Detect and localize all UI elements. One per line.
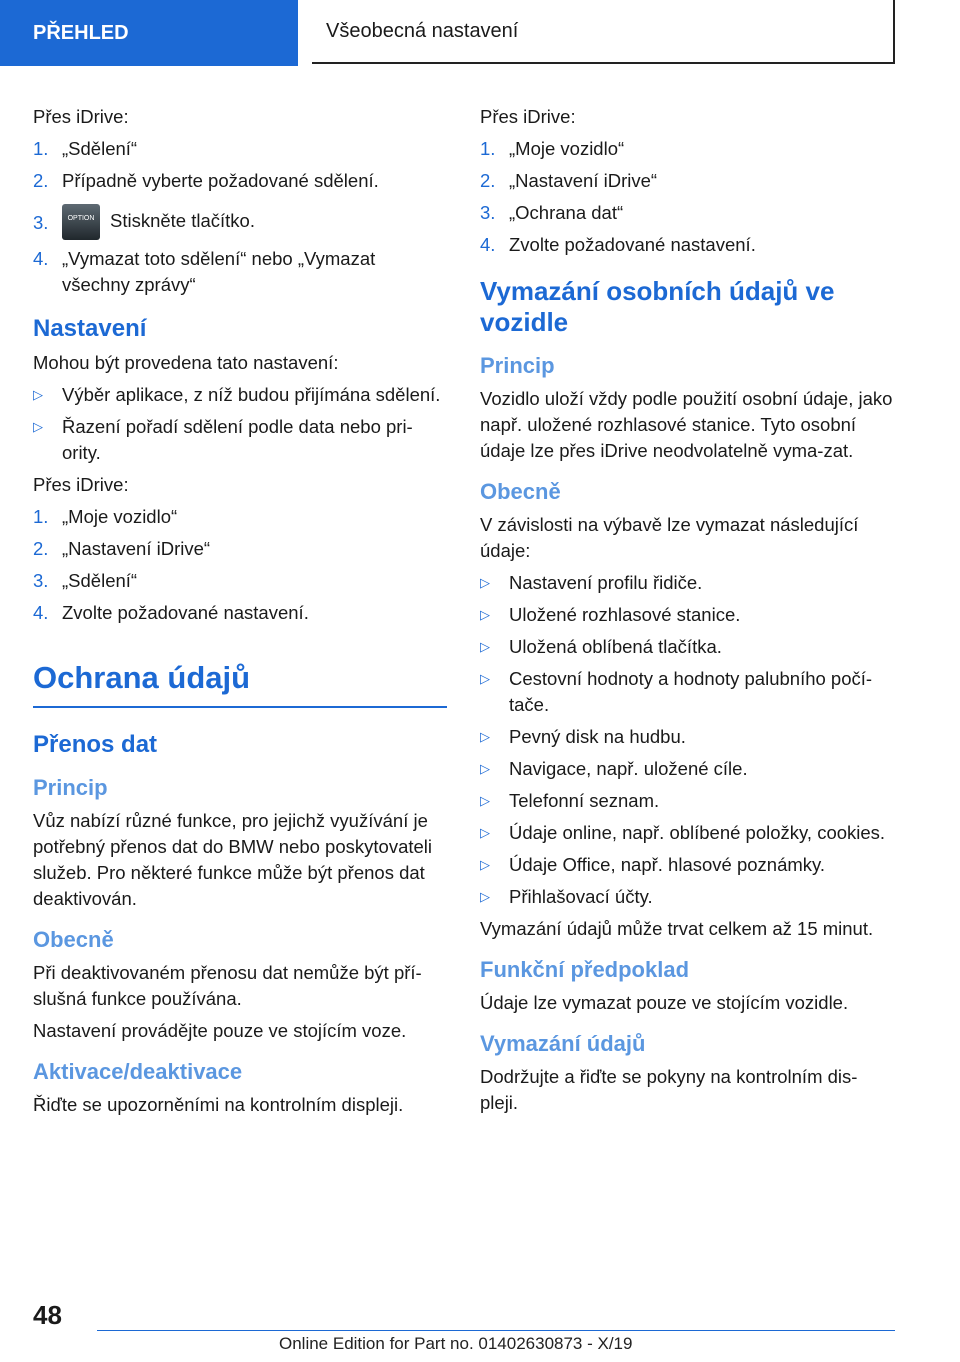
list-item: 3. OPTION Stiskněte tlačítko. [33, 204, 447, 240]
triangle-bullet-icon: ▷ [480, 825, 490, 840]
chapter-title: Všeobecná nastavení [312, 0, 895, 64]
list-item: ▷ Uložené rozhlasové stanice. [480, 602, 895, 628]
triangle-bullet-icon: ▷ [480, 761, 490, 776]
footer-divider [97, 1330, 895, 1331]
section-heading-nastaveni: Nastavení [33, 315, 147, 342]
list-item: 4. Zvolte požadované nastavení. [480, 234, 756, 255]
list-item: ▷ Navigace, např. uložené cíle. [480, 756, 895, 782]
subheading-aktivace: Aktivace/deaktivace [33, 1059, 243, 1084]
paragraph: Dodržujte a řiďte se pokyny na kontrolním dis-pleji. [480, 1066, 858, 1113]
list-item: 3. „Sdělení“ [33, 570, 138, 591]
list-item: ▷ Nastavení profilu řidiče. [480, 570, 895, 596]
paragraph: Údaje lze vymazat pouze ve stojícím vozidle. [480, 992, 849, 1013]
list-item: 2. „Nastavení iDrive“ [480, 170, 658, 191]
section-heading-prenos: Přenos dat [33, 731, 158, 758]
edition-footer: Online Edition for Part no. 01402630873 - X/19 [279, 1334, 633, 1353]
triangle-bullet-icon: ▷ [480, 639, 490, 654]
list-item: ▷ Telefonní seznam. [480, 788, 895, 814]
list-item: 1. „Moje vozidlo“ [480, 138, 625, 159]
page-number: 48 [33, 1300, 62, 1330]
triangle-bullet-icon: ▷ [480, 793, 490, 808]
left-column [33, 104, 447, 1124]
subheading-obecne: Obecně [33, 927, 114, 952]
triangle-bullet-icon: ▷ [480, 575, 490, 590]
list-item: 4. Zvolte požadované nastavení. [33, 602, 309, 623]
list-item: ▷ Údaje Office, např. hlasové poznámky. [480, 852, 895, 878]
paragraph: Nastavení provádějte pouze ve stojícím voze. [33, 1020, 407, 1041]
via-idrive-label: Přes iDrive: [480, 106, 576, 127]
steps-list-data-protection [480, 136, 895, 258]
paragraph: Vymazání údajů může trvat celkem až 15 minut. [480, 918, 874, 939]
paragraph: Vozidlo uloží vždy podle použití osobní údaje, jako např. uložené rozhlasové stanice. Tyto osobní údaje lze přes iDrive neodvolatelně vyma-zat. [480, 388, 893, 461]
list-item: ▷ Pevný disk na hudbu. [480, 724, 895, 750]
list-item: 1. „Moje vozidlo“ [33, 506, 178, 527]
triangle-bullet-icon: ▷ [480, 889, 490, 904]
right-column [480, 104, 895, 1122]
paragraph: Při deaktivovaném přenosu dat nemůže být pří-slušná funkce používána. [33, 962, 422, 1009]
triangle-bullet-icon: ▷ [33, 387, 43, 402]
subheading-vymazani-udaju: Vymazání údajů [480, 1031, 646, 1056]
list-item: 1. „Sdělení“ [33, 138, 138, 159]
triangle-bullet-icon: ▷ [480, 671, 490, 686]
option-button-icon: OPTION [62, 204, 100, 240]
steps-list-messages [33, 136, 447, 298]
paragraph: V závislosti na výbavě lze vymazat následující údaje: [480, 514, 859, 561]
list-item: ▷ Údaje online, např. oblíbené položky, cookies. [480, 820, 895, 846]
section-heading-vymazani: Vymazání osobních údajů ve vozidle [480, 276, 835, 337]
list-item: ▷ Uložená oblíbená tlačítka. [480, 634, 895, 660]
triangle-bullet-icon: ▷ [480, 607, 490, 622]
paragraph: Řiďte se upozorněními na kontrolním displeji. [33, 1094, 404, 1115]
subheading-funkcni: Funkční předpoklad [480, 957, 690, 982]
via-idrive-label: Přes iDrive: [33, 474, 129, 495]
section-tab: PŘEHLED [0, 0, 298, 66]
steps-list-settings [33, 504, 447, 626]
bullet-list [33, 382, 447, 466]
via-idrive-label: Přes iDrive: [33, 106, 129, 127]
subheading-obecne: Obecně [480, 479, 561, 504]
triangle-bullet-icon: ▷ [480, 729, 490, 744]
paragraph: Mohou být provedena tato nastavení: [33, 352, 339, 373]
paragraph: Vůz nabízí různé funkce, pro jejichž využívání je potřebný přenos dat do BMW nebo poskytovateli služeb. Pro některé funkce může být přenos dat deaktivován. [33, 810, 433, 909]
list-item: 2. Případně vyberte požadované sdělení. [33, 170, 379, 191]
list-item: ▷ Řazení pořadí sdělení podle data nebo pri-ority. [33, 416, 413, 463]
triangle-bullet-icon: ▷ [480, 857, 490, 872]
list-item: ▷ Cestovní hodnoty a hodnoty palubního počí-tače. [480, 668, 873, 715]
list-item: 4. „Vymazat toto sdělení“ nebo „Vymazat všechny zprávy“ [33, 248, 376, 295]
list-item: 3. „Ochrana dat“ [480, 202, 624, 223]
list-item: 2. „Nastavení iDrive“ [33, 538, 211, 559]
subheading-princip: Princip [33, 775, 108, 800]
page-header [0, 0, 960, 66]
chapter-heading: Ochrana údajů [33, 658, 447, 708]
list-item: ▷ Přihlašovací účty. [480, 884, 895, 910]
subheading-princip: Princip [480, 353, 555, 378]
list-item: ▷ Výběr aplikace, z níž budou přijímána sdělení. [33, 382, 447, 408]
triangle-bullet-icon: ▷ [33, 419, 43, 434]
bullet-list [480, 570, 895, 910]
